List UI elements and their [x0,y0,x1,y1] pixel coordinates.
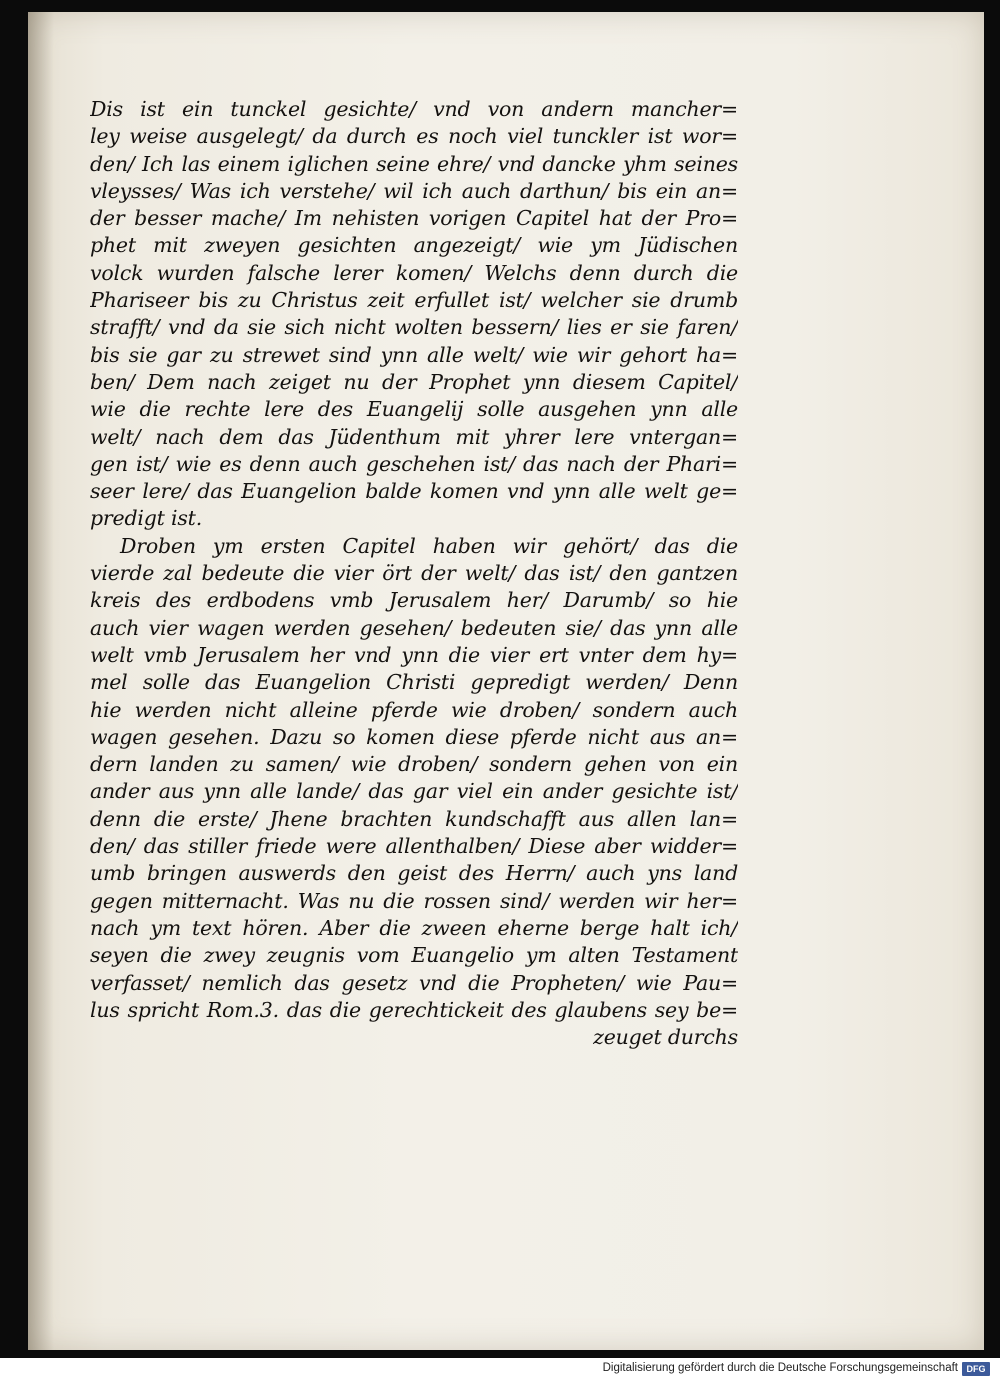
text-line: Phariseer bis zu Christus zeit erfullet ist/ welcher sie drumb [90,288,738,313]
text-line: dern landen zu samen/ wie droben/ sondern gehen von ein [90,752,738,777]
text-line: phet mit zweyen gesichten angezeigt/ wie ym Jüdischen [90,233,738,258]
book-page [28,12,984,1350]
text-line: bis sie gar zu strewet sind ynn alle welt/ wie wir gehort ha= [90,342,738,367]
text-line: seer lere/ das Euangelion balde komen vnd ynn alle welt ge= [90,479,738,504]
text-line: denn die erste/ Jhene brachten kundschafft aus allen lan= [90,806,738,831]
text-line: gen ist/ wie es denn auch geschehen ist/ das nach der Phari= [90,451,738,476]
text-line: wie die rechte lere des Euangelij solle ausgehen ynn alle [90,397,738,422]
page-gutter-shadow [28,12,54,1350]
text-line: der besser mache/ Im nehisten vorigen Capitel hat der Pro= [90,206,738,231]
text-line: umb bringen auswerds den geist des Herrn/ auch yns land [90,861,738,886]
dfg-logo-icon: DFG [962,1362,990,1376]
text-line: vleysses/ Was ich verstehe/ wil ich auch darthun/ bis ein an= [90,178,738,203]
text-line: ben/ Dem nach zeiget nu der Prophet ynn diesem Capitel/ [90,369,738,394]
text-line: gegen mitternacht. Was nu die rossen sind/ werden wir her= [90,888,738,913]
text-line: Dis ist ein tunckel gesichte/ vnd von andern mancher= [90,97,738,121]
text-line: welt/ nach dem das Jüdenthum mit yhrer lere vntergan= [90,424,738,449]
text-line: ander aus ynn alle lande/ das gar viel ein ander gesichte ist/ [90,779,738,804]
funding-credit: Digitalisierung gefördert durch die Deutsche Forschungsgemeinschaft [602,1362,958,1374]
text-line: nach ym text hören. Aber die zween eherne berge halt ich/ [90,915,738,940]
catchword-line: zeuget durchs [593,1025,738,1050]
text-line: kreis des erdbodens vmb Jerusalem her/ Darumb/ so hie [90,588,738,613]
text-line: mel solle das Euangelion Christi gepredigt werden/ Denn [90,670,738,695]
text-line: lus spricht Rom.3. das die gerechtickeit des glaubens sey be= [90,997,738,1022]
text-line: ley weise ausgelegt/ da durch es noch viel tunckler ist wor= [90,124,738,149]
text-line: predigt ist. [90,506,203,531]
text-line: vierde zal bedeute die vier ört der welt/ das ist/ den gantzen [90,561,738,586]
text-line: hie werden nicht alleine pferde wie droben/ sondern auch [90,697,738,722]
text-line: volck wurden falsche lerer komen/ Welchs denn durch die [90,260,738,285]
footer-bar [0,1358,1000,1383]
text-line: seyen die zwey zeugnis vom Euangelio ym alten Testament [90,943,738,968]
page-text-block [90,96,738,1051]
text-line: wagen gesehen. Dazu so komen diese pferde nicht aus an= [90,724,738,749]
text-line: den/ Ich las einem iglichen seine ehre/ vnd dancke yhm seines [90,151,738,176]
text-line: den/ das stiller friede were allenthalben/ Diese aber widder= [90,834,738,859]
text-line: strafft/ vnd da sie sich nicht wolten bessern/ lies er sie faren/ [90,315,738,340]
text-line: auch vier wagen werden gesehen/ bedeuten sie/ das ynn alle [90,615,738,640]
text-line: welt vmb Jerusalem her vnd ynn die vier ert vnter dem hy= [90,642,738,667]
paragraph-start-line: Droben ym ersten Capitel haben wir gehört/ das die [120,533,738,558]
text-line: verfasset/ nemlich das gesetz vnd die Propheten/ wie Pau= [90,970,738,995]
